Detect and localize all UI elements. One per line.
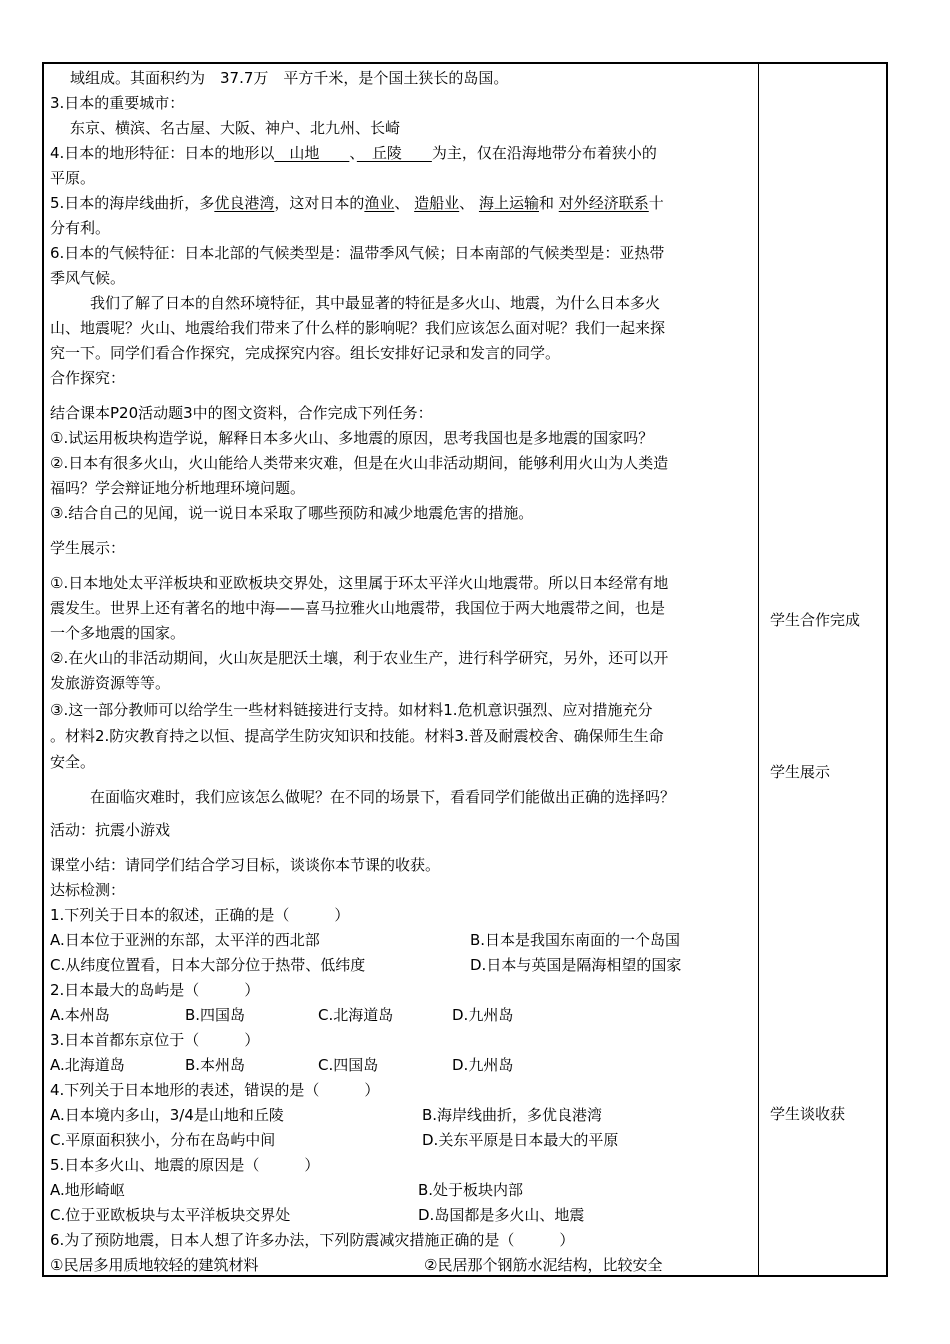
question-4: 4.下列关于日本地形的表述，错误的是（ ）	[50, 1081, 380, 1099]
coast-line: 5.日本的海岸线曲折，多优良港湾，这对日本的渔业、 造船业、 海上运输和 对外经济联系十	[50, 194, 664, 212]
question-1-options-cd: C.从纬度位置看，日本大部分位于热带、低纬度 D.日本与英国是隔海相望的国家	[50, 956, 682, 974]
question-2: 2.日本最大的岛屿是（ ）	[50, 981, 260, 999]
coop-task-3: ③.结合自己的见闻，说一说日本采取了哪些预防和减少地震危害的措施。	[50, 504, 534, 522]
terrain-line-2: 平原。	[50, 169, 96, 187]
show-c1: ③.这一部分教师可以给学生一些材料链接进行支持。如材料1.危机意识强烈、应对措施充分	[50, 701, 653, 719]
transition-line-3: 究一下。同学们看合作探究，完成探究内容。组长安排好记录和发言的同学。	[50, 344, 561, 362]
coop-task-1: ①.试运用板块构造学说，解释日本多火山、多地震的原因，思考我国也是多地震的国家吗？	[50, 429, 654, 447]
show-heading: 学生展示：	[50, 539, 126, 557]
column-divider	[758, 64, 759, 1275]
question-4-options-ab: A.日本境内多山，3/4是山地和丘陵 B.海岸线曲折，多优良港湾	[50, 1106, 603, 1124]
question-1-options-ab: A.日本位于亚洲的东部，太平洋的西北部 B.日本是我国东南面的一个岛国	[50, 931, 681, 949]
show-c3: 安全。	[50, 753, 96, 771]
game-lead: 在面临灾难时，我们应该怎么做呢？在不同的场景下，看看同学们能做出正确的选择吗？	[90, 788, 676, 806]
area-line: 域组成。其面积约为 37.7万 平方千米，是个国土狭长的岛国。	[70, 69, 509, 87]
coop-task-2a: ②.日本有很多火山，火山能给人类带来灾难，但是在火山非活动期间，能够利用火山为人类造	[50, 454, 669, 472]
question-5-options-cd: C.位于亚欧板块与太平洋板块交界处 D.岛国都是多火山、地震	[50, 1206, 585, 1224]
question-3: 3.日本首都东京位于（ ）	[50, 1031, 260, 1049]
side-note-harvest: 学生谈收获	[770, 1105, 846, 1123]
check-heading: 达标检测：	[50, 881, 126, 899]
show-a3: 一个多地震的国家。	[50, 624, 186, 642]
question-3-options: A.北海道岛 B.本州岛 C.四国岛 D.九州岛	[50, 1056, 514, 1074]
climate-line: 6.日本的气候特征：日本北部的气候类型是：温带季风气候；日本南部的气候类型是：亚热带	[50, 244, 665, 262]
question-6: 6.为了预防地震，日本人想了许多办法，下列防震减灾措施正确的是（ ）	[50, 1231, 575, 1249]
terrain-line: 4.日本的地形特征：日本的地形以 山地 、 丘陵 为主，仅在沿海地带分布着狭小的	[50, 144, 657, 162]
coop-intro: 结合课本P20活动题3中的图文资料，合作完成下列任务：	[50, 404, 433, 422]
lesson-table	[42, 62, 888, 1277]
question-5: 5.日本多火山、地震的原因是（ ）	[50, 1156, 320, 1174]
game-activity: 活动：抗震小游戏	[50, 821, 171, 839]
transition-line-1: 我们了解了日本的自然环境特征，其中最显著的特征是多火山、地震，为什么日本多火	[90, 294, 661, 312]
transition-line-2: 山、地震呢？火山、地震给我们带来了什么样的影响呢？我们应该怎么面对呢？我们一起来探	[50, 319, 666, 337]
cities-list: 东京、横滨、名古屋、大阪、神户、北九州、长崎	[70, 119, 401, 137]
show-b2: 发旅游资源等等。	[50, 674, 171, 692]
climate-line-2: 季风气候。	[50, 269, 126, 287]
coop-task-2b: 福吗？学会辩证地分析地理环境问题。	[50, 479, 306, 497]
cities-heading: 3.日本的重要城市：	[50, 94, 185, 112]
question-4-options-cd: C.平原面积狭小，分布在岛屿中间 D.关东平原是日本最大的平原	[50, 1131, 619, 1149]
show-a1: ①.日本地处太平洋板块和亚欧板块交界处，这里属于环太平洋火山地震带。所以日本经常有地	[50, 574, 669, 592]
show-a2: 震发生。世界上还有著名的地中海——喜马拉雅火山地震带，我国位于两大地震带之间，也是	[50, 599, 666, 617]
question-6-options: ①民居多用质地较轻的建筑材料 ②民居那个钢筋水泥结构，比较安全	[50, 1256, 663, 1274]
side-note-cooperate: 学生合作完成	[770, 611, 861, 629]
answer-blank-hill: 丘陵	[356, 144, 432, 162]
summary-line: 课堂小结：请同学们结合学习目标，谈谈你本节课的收获。	[50, 856, 441, 874]
question-1: 1.下列关于日本的叙述，正确的是（ ）	[50, 906, 350, 924]
side-note-show: 学生展示	[770, 763, 831, 781]
answer-blank-mountain: 山地	[274, 144, 350, 162]
question-2-options: A.本州岛 B.四国岛 C.北海道岛 D.九州岛	[50, 1006, 514, 1024]
show-c2: 。材料2.防灾教育持之以恒、提高学生防灾知识和技能。材料3.普及耐震校舍、确保师生生命	[50, 727, 664, 745]
question-5-options-ab: A.地形崎岖 B.处于板块内部	[50, 1181, 524, 1199]
show-b1: ②.在火山的非活动期间，火山灰是肥沃土壤，利于农业生产，进行科学研究，另外，还可以开	[50, 649, 669, 667]
coast-line-2: 分有利。	[50, 219, 111, 237]
coop-heading: 合作探究：	[50, 369, 126, 387]
